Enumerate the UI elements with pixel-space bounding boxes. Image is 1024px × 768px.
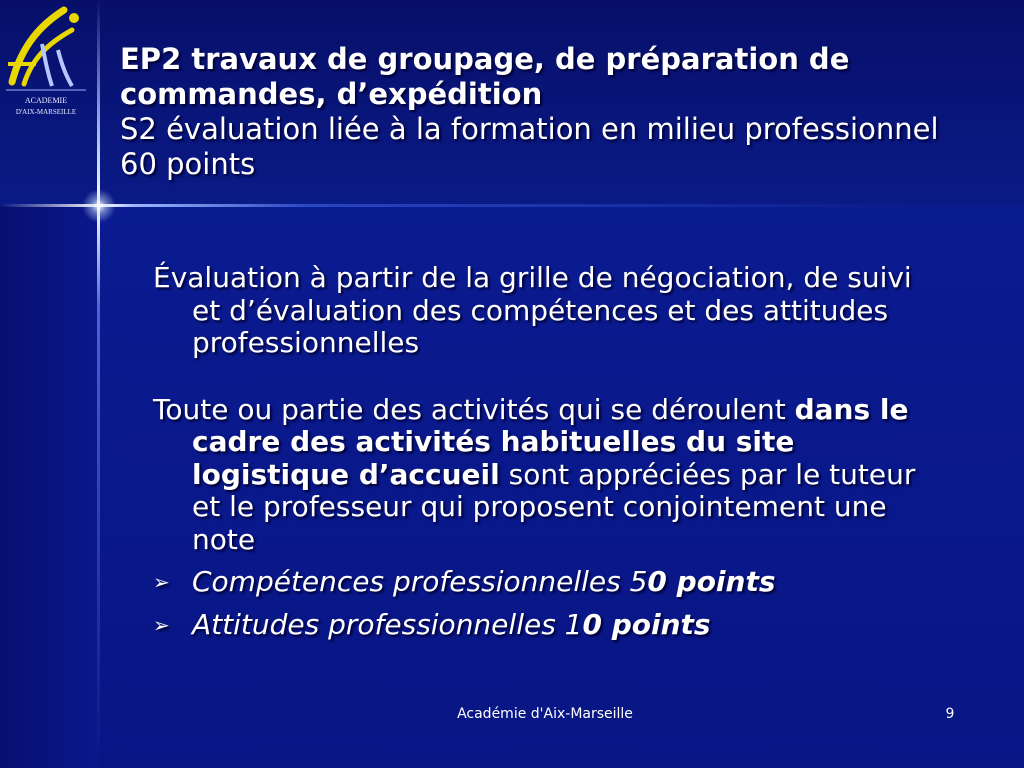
paragraph-activities-pre: Toute ou partie des activités qui se déroulent: [153, 392, 795, 426]
title-points: 60 points: [120, 147, 256, 181]
horizontal-rule: [0, 204, 1024, 207]
paragraph-gap: [153, 360, 943, 394]
paragraph-activities: [153, 394, 943, 557]
title-bold-line: EP2 travaux de groupage, de préparation de commandes, d’expédition: [120, 42, 850, 111]
academy-logo-icon: [2, 4, 90, 120]
title-subtitle: S2 évaluation liée à la formation en milieu professionnel: [120, 112, 939, 146]
bullet-competences-points: 0 points: [647, 565, 776, 598]
arrow-bullet-icon: ➢: [153, 612, 170, 637]
slide-body: [153, 262, 943, 641]
academy-logo: [2, 4, 90, 120]
bullet-attitudes-points: 0 points: [582, 607, 711, 641]
bullet-competences: [153, 566, 943, 599]
page-number: 9: [945, 706, 955, 722]
bullet-attitudes-text: Attitudes professionnelles 1: [192, 607, 583, 641]
arrow-bullet-icon: ➢: [153, 570, 170, 594]
vertical-rule: [97, 0, 100, 768]
svg-text:ACADEMIE: ACADEMIE: [24, 96, 68, 105]
star-glow-icon: [82, 189, 116, 223]
footer-organization: Académie d'Aix-Marseille: [457, 706, 633, 722]
paragraph-activities-bold: dans le cadre des activités habituelles du site logistique d’accueil: [192, 392, 909, 491]
svg-text:D'AIX-MARSEILLE: D'AIX-MARSEILLE: [15, 108, 77, 116]
bullet-attitudes: [153, 609, 943, 642]
paragraph-evaluation: Évaluation à partir de la grille de négociation, de suivi et d’évaluation des compétences et des attitudes professionnelles: [153, 261, 912, 359]
slide-title: [120, 42, 1000, 182]
bullet-competences-text: Compétences professionnelles 5: [192, 565, 648, 598]
paragraph-activities-post: sont appréciées par le tuteur et le professeur qui proposent conjointement une note: [192, 457, 916, 556]
